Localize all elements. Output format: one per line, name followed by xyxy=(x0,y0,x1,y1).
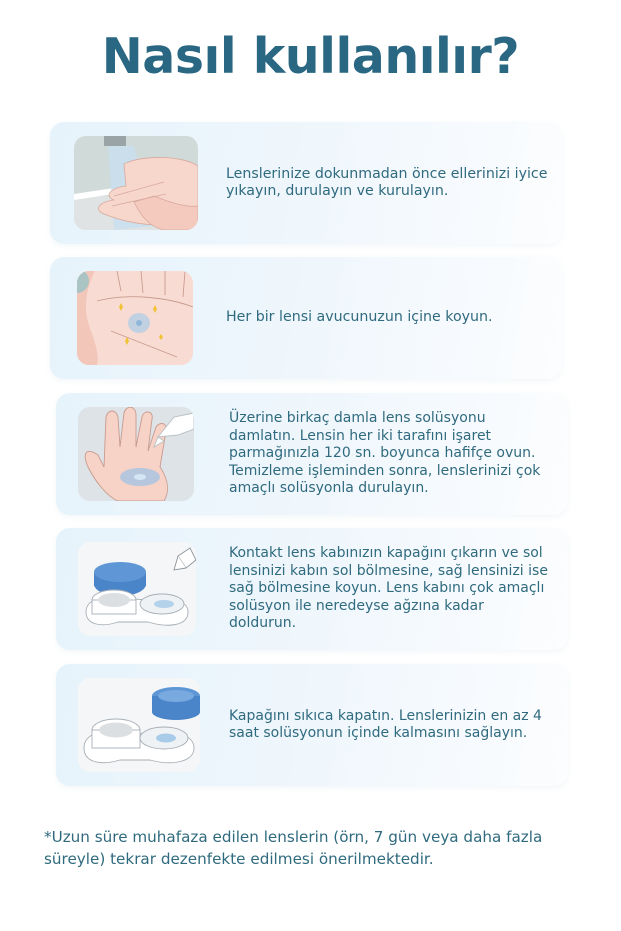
footnote: *Uzun süre muhafaza edilen lenslerin (örn, 7 gün veya daha fazla süreyle) tekrar dezenfekte edilmesi önerilmektedir. xyxy=(44,828,543,868)
step-card-1 xyxy=(50,122,562,244)
hand-washing-illustration xyxy=(74,136,198,230)
lens-in-palm-illustration xyxy=(77,271,193,365)
step-4-text: Kontakt lens kabınızın kapağını çıkarın ve sol lensinizi kabın sol bölmesine, sağ lensinizi ise sağ bölmesine koyun. Lens kabını çok amaçlı solüsyon ile neredeyse ağzına kadar doldurun. xyxy=(229,545,548,632)
step-card-5 xyxy=(56,664,568,786)
closing-lens-case-illustration xyxy=(78,678,200,772)
step-5-text: Kapağını sıkıca kapatın. Lenslerinizin en az 4 saat solüsyonun içinde kalmasını sağlayın. xyxy=(229,707,542,741)
step-2-text: Her bir lensi avucunuzun içine koyun. xyxy=(226,309,493,326)
step-card-4 xyxy=(56,528,568,650)
page-title: Nasıl kullanılır? xyxy=(101,28,520,85)
step-card-2 xyxy=(50,257,562,379)
solution-drops-on-palm-illustration xyxy=(78,407,194,501)
step-1-text: Lenslerinize dokunmadan önce ellerinizi iyice yıkayın, durulayın ve kurulayın. xyxy=(226,165,548,199)
open-lens-case-with-dropper-illustration xyxy=(78,542,196,636)
step-card-3 xyxy=(56,393,568,515)
step-3-text: Üzerine birkaç damla lens solüsyonu damlatın. Lensin her iki tarafını işaret parmağınızla 120 sn. boyunca hafifçe ovun. Temizleme işleminden sonra, lenslerinizi çok amaçlı solüsyonla durulayın. xyxy=(229,410,541,497)
